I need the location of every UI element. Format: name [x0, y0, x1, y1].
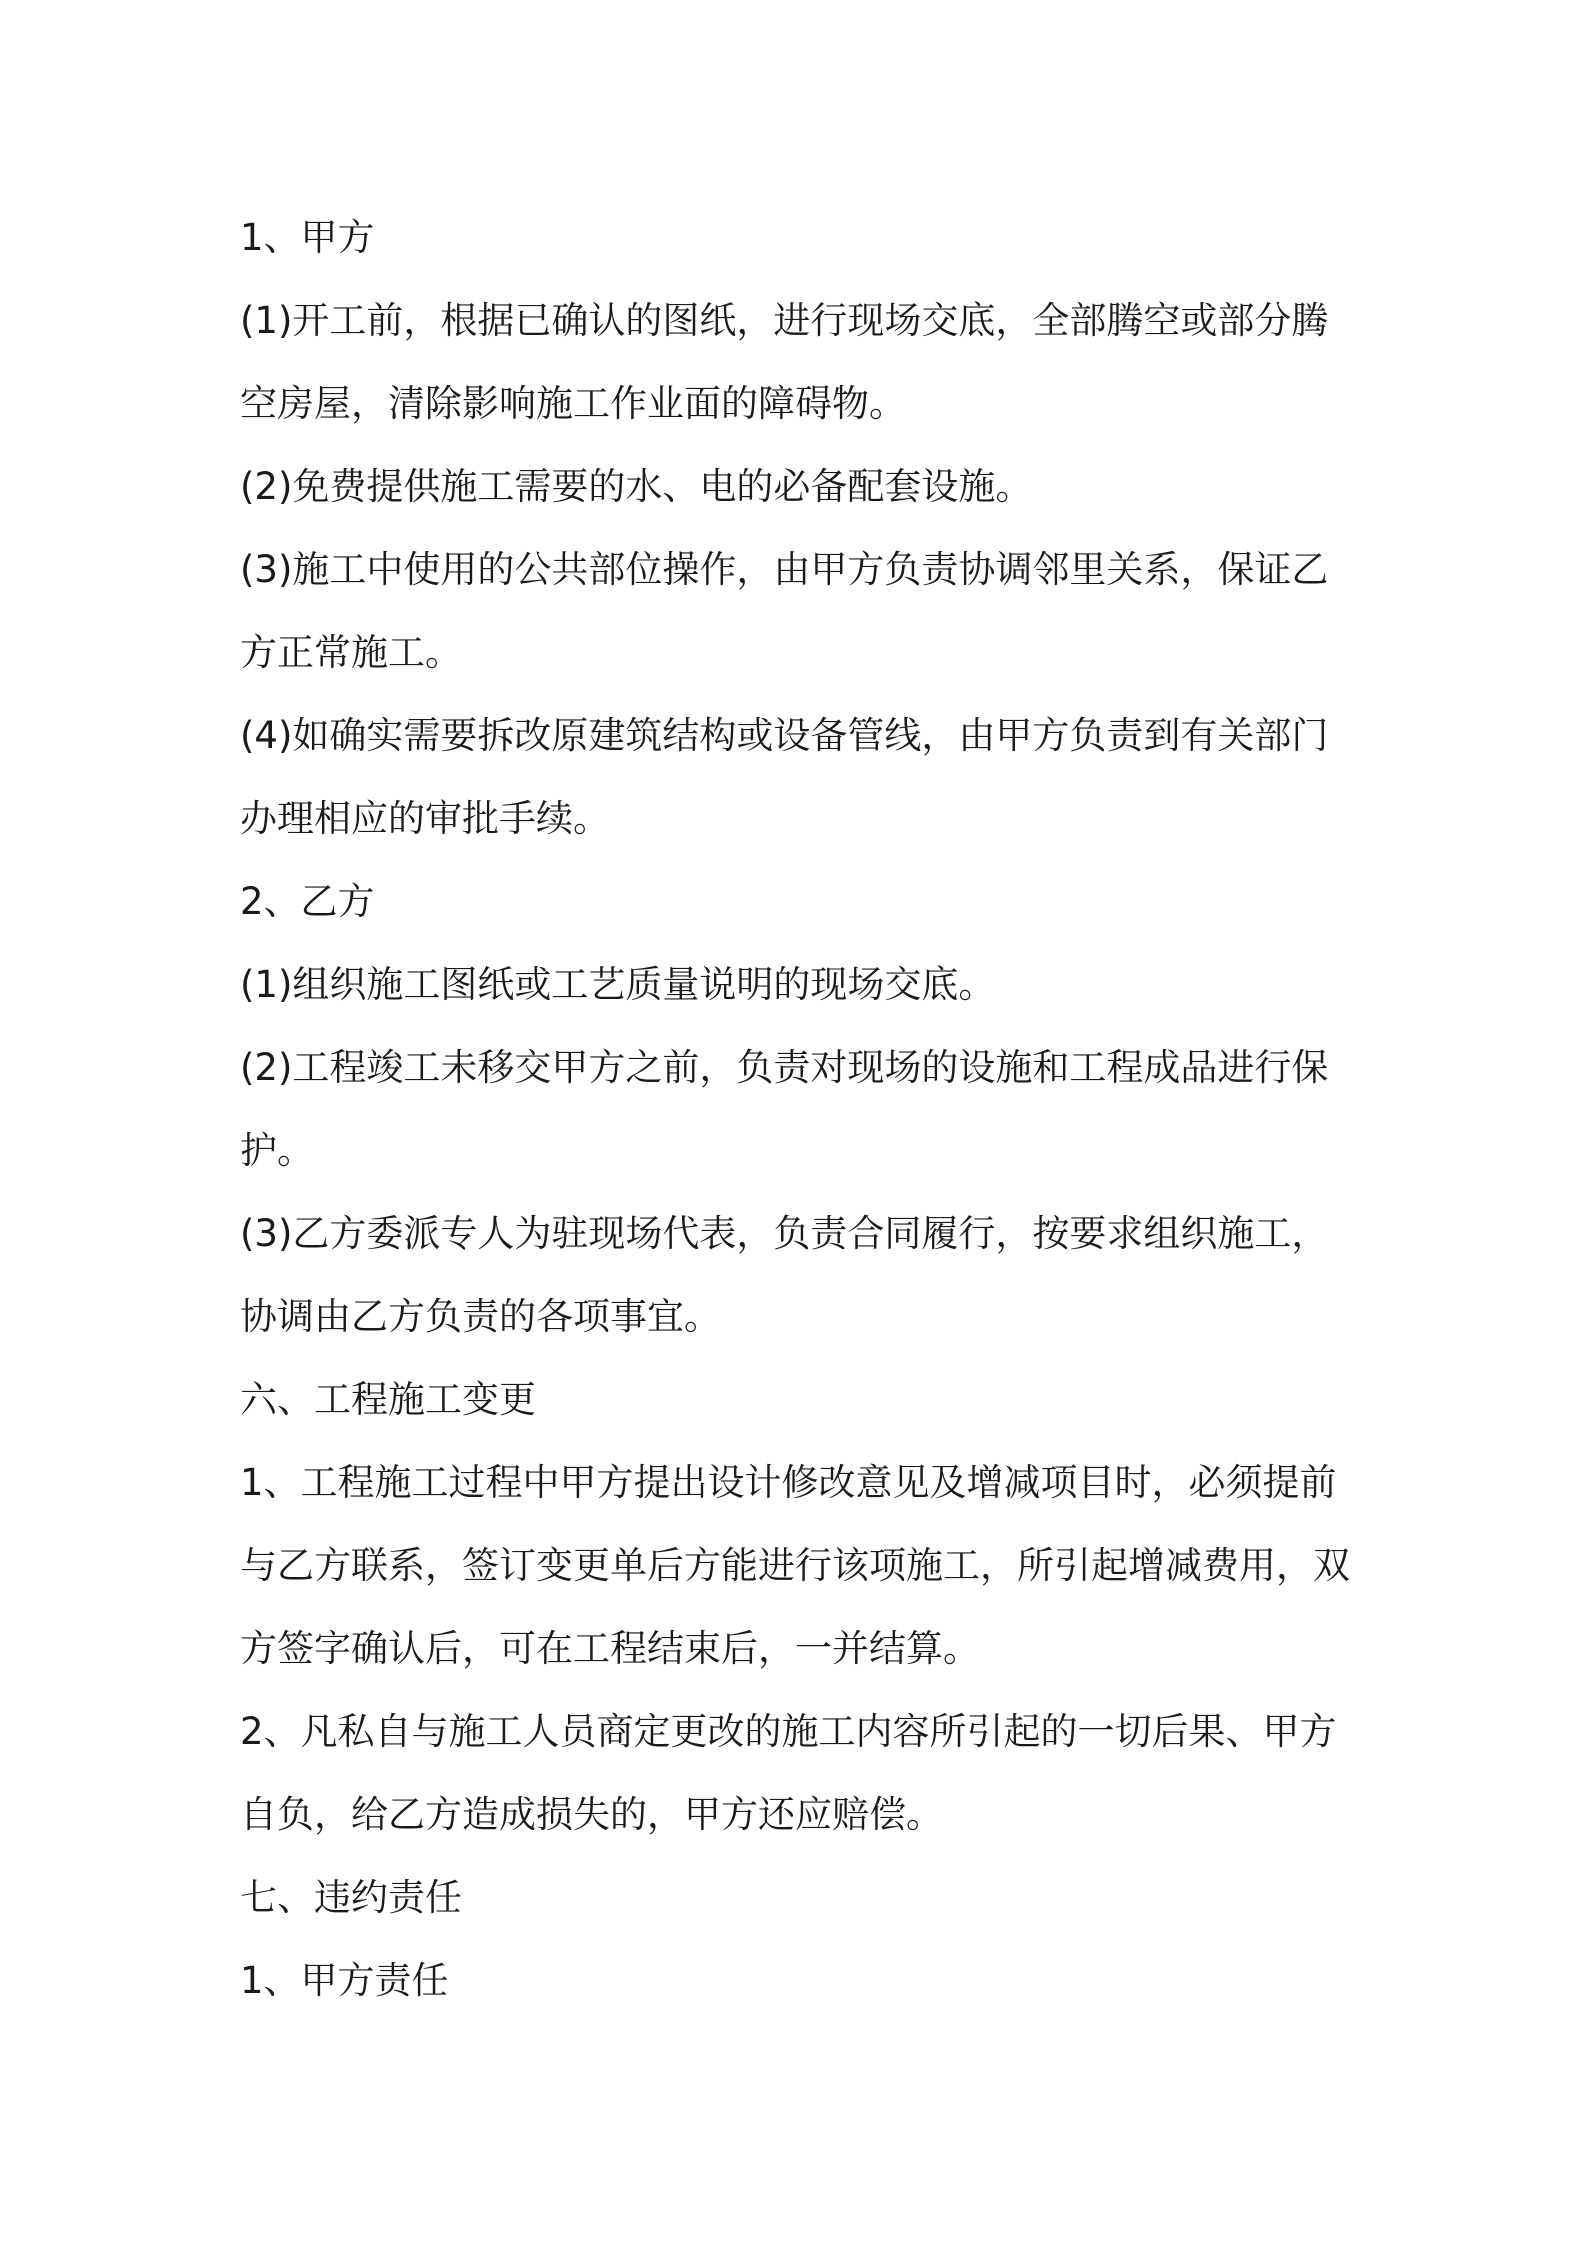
document-body	[240, 196, 1360, 2022]
text-line: 自负，给乙方造成损失的，甲方还应赔偿。	[240, 1793, 943, 1836]
text-line: (3)施工中使用的公共部位操作，由甲方负责协调邻里关系，保证乙	[240, 548, 1329, 591]
section-heading-liability: 七、违约责任	[240, 1876, 462, 1919]
text-line: (1)组织施工图纸或工艺质量说明的现场交底。	[240, 963, 996, 1006]
section-heading-changes: 六、工程施工变更	[240, 1378, 536, 1421]
subsection-heading-party-a-liability: 1、甲方责任	[240, 1959, 449, 2002]
text-line: 方正常施工。	[240, 631, 462, 674]
text-line: (3)乙方委派专人为驻现场代表，负责合同履行，按要求组织施工，	[240, 1212, 1329, 1255]
text-line: 办理相应的审批手续。	[240, 797, 610, 840]
text-line: 护。	[240, 1129, 314, 1172]
text-line: 1、工程施工过程中甲方提出设计修改意见及增减项目时，必须提前	[240, 1461, 1337, 1504]
text-line: (4)如确实需要拆改原建筑结构或设备管线，由甲方负责到有关部门	[240, 714, 1329, 757]
text-line: (2)免费提供施工需要的水、电的必备配套设施。	[240, 465, 1033, 508]
text-line: (2)工程竣工未移交甲方之前，负责对现场的设施和工程成品进行保	[240, 1046, 1329, 1089]
text-line: 与乙方联系，签订变更单后方能进行该项施工，所引起增减费用，双	[240, 1544, 1350, 1587]
text-line: 方签字确认后，可在工程结束后，一并结算。	[240, 1627, 980, 1670]
text-line: 空房屋，清除影响施工作业面的障碍物。	[240, 382, 906, 425]
text-line: 协调由乙方负责的各项事宜。	[240, 1295, 721, 1338]
text-line: 2、凡私自与施工人员商定更改的施工内容所引起的一切后果、甲方	[240, 1710, 1337, 1753]
section-heading-party-b: 2、乙方	[240, 880, 375, 923]
text-line: (1)开工前，根据已确认的图纸，进行现场交底，全部腾空或部分腾	[240, 299, 1329, 342]
section-heading-party-a: 1、甲方	[240, 216, 375, 259]
